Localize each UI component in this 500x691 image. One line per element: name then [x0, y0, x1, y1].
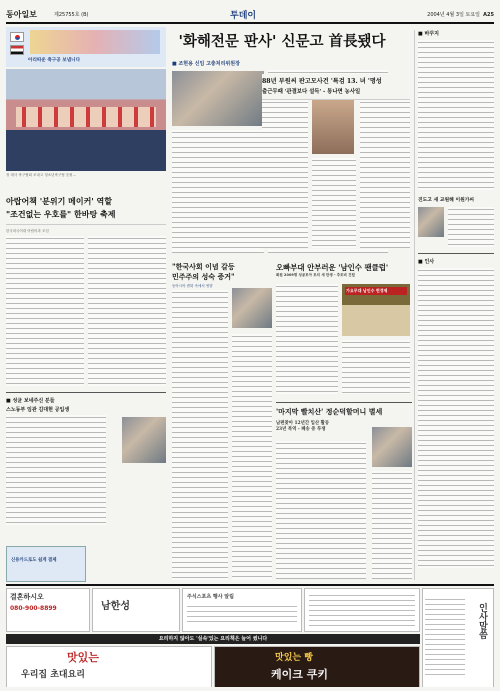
main-body-text: [172, 130, 264, 253]
ad-sports-title: 주식스포츠 행사 알림: [187, 594, 234, 600]
left-subhead: ■ 성균 보네주신 분들: [6, 398, 55, 405]
right-portrait: [418, 207, 444, 237]
ad-recipe-sub: 우리집 초대요리: [21, 670, 85, 680]
story2-portrait: [312, 100, 354, 154]
left-ad-box[interactable]: [6, 546, 86, 582]
column-body-b: [232, 334, 272, 580]
left-ad-label: 신용카드로도 쉽게 결제: [11, 558, 57, 563]
ad-namhansung-title: 남한성: [101, 601, 130, 612]
feature-subhead: 회원 2009명 성공모아 모의 새 탄생 - 추모비 건립: [276, 273, 355, 277]
left-body-text-b: [88, 236, 166, 386]
right-subhead: 진도고 새 교원해 이원가씨: [418, 197, 474, 203]
story3-headline: '마지막 빨치산' 정순덕할머니 별세: [276, 407, 383, 416]
story3-sub-2: 23년 복역 - 폐송 중 투쟁: [276, 427, 326, 432]
story2-body-c: [360, 100, 410, 248]
publication-date: 2004년 4월 3일 토요일 A25: [427, 12, 494, 18]
feature-story: [276, 258, 410, 398]
korean-flag-icon: [10, 32, 24, 42]
person-photo: [122, 417, 166, 463]
main-kicker: ■ 조현용 신임 고충처리위원장: [172, 61, 240, 67]
story2: [262, 74, 410, 249]
flag-icon: [10, 45, 24, 55]
feature-photo: [342, 284, 410, 336]
photo-caption: 정 대사 축구협회 보내고 청소년축구팀 응원…: [6, 173, 77, 177]
ads-area: [6, 584, 494, 687]
story2-body-b: [312, 158, 356, 248]
ad-bread-sub: 케이크 쿠키: [271, 668, 328, 681]
ad-greeting-title: 인사말씀: [477, 603, 487, 639]
left-headline-2: "조건없는 우호를" 한바탕 축제: [6, 209, 166, 225]
left-byline: 한국외국어대 아랍어과 모임: [6, 229, 49, 233]
column-headline-2: 민주주의 성숙 증거": [172, 272, 235, 281]
ad-recipe[interactable]: [6, 646, 212, 687]
column-story: [172, 258, 272, 580]
masthead: [6, 6, 494, 24]
story2-body-a: [262, 100, 308, 248]
ad-wedding-title: 결혼하시오: [10, 593, 44, 601]
column-portrait: [232, 288, 272, 328]
ad-greeting[interactable]: [422, 588, 494, 687]
issue-number: 제25755호 (B): [54, 12, 89, 18]
right-subkicker: ■ 인사: [418, 259, 435, 265]
left-headline-1: 아랍어책 '분위기 메이커' 역할: [6, 196, 112, 206]
ad-bread-title: 맛있는 빵: [275, 653, 313, 663]
left-body-text-c: [6, 415, 106, 525]
ad-list[interactable]: [304, 588, 420, 632]
feature-body-a: [276, 284, 338, 394]
banner-text: 아리따운 축구공 보냅니다: [28, 58, 81, 63]
right-body-c: [418, 268, 494, 568]
ad-wedding[interactable]: [6, 588, 90, 632]
right-body-b: [448, 207, 494, 247]
flag-banner: [6, 27, 166, 67]
story3-sub-1: 남편찾아 12년간 입산 활동: [276, 421, 330, 426]
column-byline: 동아시아 변화 속에서 영향: [172, 284, 213, 288]
feature-body-b: [342, 340, 410, 394]
main-portrait: [172, 71, 264, 126]
ad-sports[interactable]: [182, 588, 302, 632]
left-story: [6, 190, 166, 582]
ad-recipe-title: 맛있는: [67, 651, 99, 664]
story3-body-b: [372, 471, 412, 579]
main-story: [172, 58, 264, 253]
story2-headline-2: 출근무때 '관결보다 설득' - 통나면 농사일: [262, 87, 410, 100]
story3: [276, 402, 412, 580]
right-body-a: [418, 40, 494, 190]
column-body-a: [172, 290, 228, 580]
ad-bread[interactable]: [214, 646, 420, 687]
column-headline-1: "한국사회 이념 갈등: [172, 262, 235, 271]
feature-photo-label: 가요무대 남인수 헌정제: [345, 287, 407, 295]
banner-graphic: [30, 30, 160, 54]
left-subtitle: 스노동부 임관 김대현 공입생: [6, 407, 70, 414]
section-title: 투데이: [230, 11, 257, 21]
left-top-feature: [6, 27, 166, 185]
newspaper-logo: 동아일보: [6, 9, 37, 19]
group-photo: [6, 69, 166, 171]
feature-headline: 오빠부대 안부러운 '남인수 팬클럽': [276, 263, 389, 272]
ad-banner-top: 요리하지 않아도 '실속'있는 요리책은 늘어 썼니다: [6, 634, 420, 644]
story3-body-a: [276, 441, 366, 579]
right-column: [414, 30, 494, 580]
story2-headline-1: 88년 부원씨 판고모사건 '특검 13. 녀 '명성: [262, 78, 382, 85]
right-kicker: ■ 바꾸지: [418, 31, 439, 37]
main-headline: '화해전문 판사' 신문고 首長됐다: [178, 33, 386, 50]
ad-namhansung[interactable]: [92, 588, 180, 632]
story3-portrait: [372, 427, 412, 467]
left-body-text-a: [6, 236, 84, 386]
ad-wedding-phone: 080-900-8899: [10, 605, 57, 612]
